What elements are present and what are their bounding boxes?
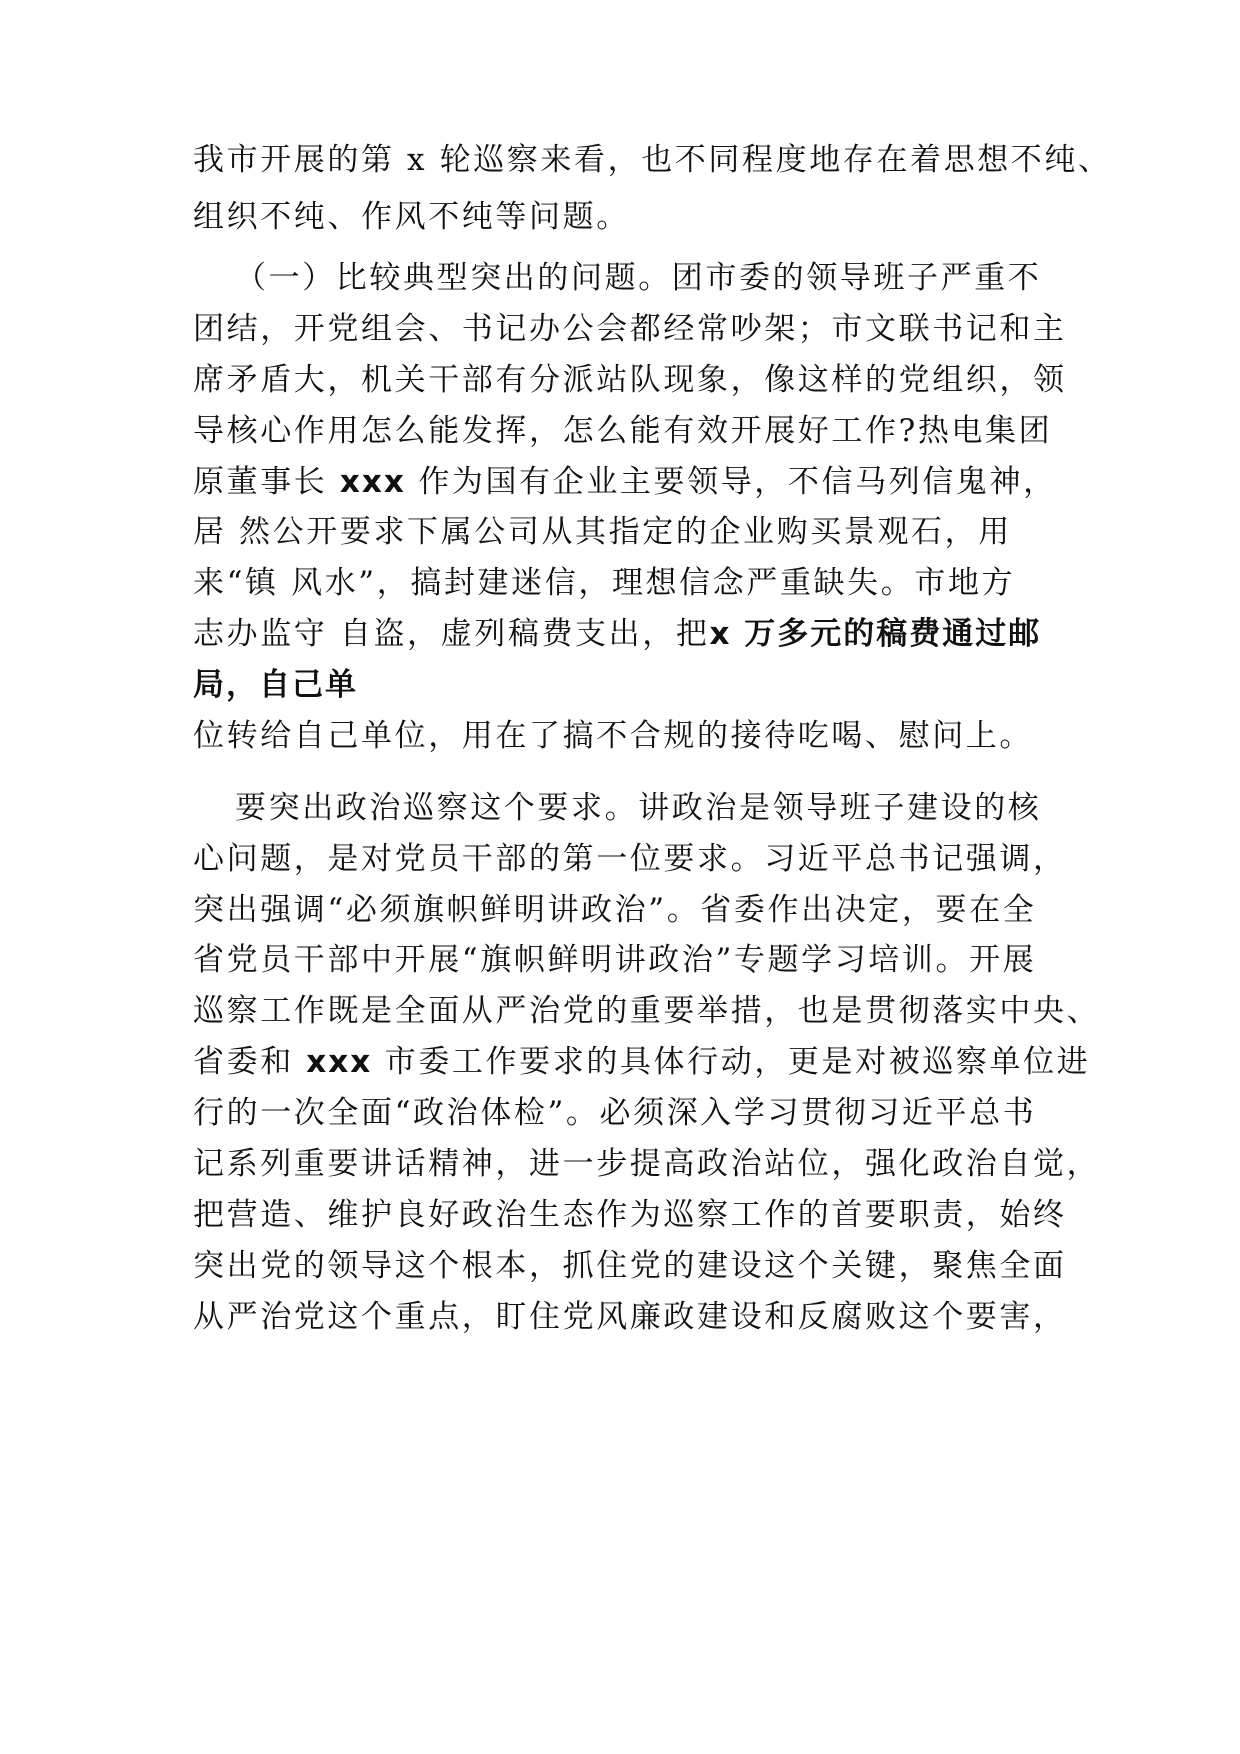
text-segment: 省委和 <box>193 1044 307 1080</box>
text-line: 从严治党这个重点，盯住党风廉政建设和反腐败这个要害， <box>193 1299 1067 1335</box>
bold-text: x 万多元的稿费通过邮 <box>709 616 1042 652</box>
bold-text: xxx <box>339 464 406 500</box>
text-line: 巡察工作既是全面从严治党的重要举措，也是贯彻落实中央、 <box>193 993 1101 1029</box>
text-line: 席矛盾大，机关干部有分派站队现象，像这样的党组织，领 <box>193 362 1067 398</box>
text-segment: 志办监守 自盗，虚列稿费支出，把 <box>193 616 710 652</box>
text-segment: 作为国有企业主要领导，不信马列信鬼神， <box>405 464 1057 500</box>
text-line: 居 然公开要求下属公司从其指定的企业购买景观石，用 <box>193 514 1012 550</box>
text-line <box>193 665 1053 705</box>
text-line <box>193 462 1057 502</box>
text-line: 突出强调“必须旗帜鲜明讲政治”。省委作出决定，要在全 <box>193 892 1037 928</box>
text-line: 位转给自己单位，用在了搞不合规的接待吃喝、慰问上。 <box>193 718 1033 754</box>
text-line: 把营造、维护良好政治生态作为巡察工作的首要职责，始终 <box>193 1197 1067 1233</box>
text-line: 团结，开党组会、书记办公会都经常吵架；市文联书记和主 <box>193 311 1067 347</box>
text-segment: 市委工作要求的具体行动，更是对被巡察单位进 <box>372 1044 1091 1080</box>
text-line: 突出党的领导这个根本，抓住党的建设这个关键，聚焦全面 <box>193 1248 1067 1284</box>
bold-text: 局，自己单 <box>193 667 358 703</box>
section-heading-line: （一）比较典型突出的问题。团市委的领导班子严重不 <box>235 260 1042 296</box>
text-segment: 原董事长 <box>193 464 340 500</box>
bold-text: xxx <box>306 1044 373 1080</box>
text-line: 行的一次全面“政治体检”。必须深入学习贯彻习近平总书 <box>193 1095 1037 1131</box>
text-line: 省党员干部中开展“旗帜鲜明讲政治”专题学习培训。开展 <box>193 942 1037 978</box>
text-line: 我市开展的第 x 轮巡察来看，也不同程度地存在着思想不纯、 <box>193 142 1112 178</box>
text-line: 来“镇 风水”，搞封建迷信，理想信念严重缺失。市地方 <box>193 565 1016 601</box>
text-line <box>193 1042 1091 1082</box>
paragraph-first-line: 要突出政治巡察这个要求。讲政治是领导班子建设的核 <box>235 790 1042 826</box>
text-line: 心问题，是对党员干部的第一位要求。习近平总书记强调， <box>193 841 1067 877</box>
text-line: 组织不纯、作风不纯等问题。 <box>193 199 630 235</box>
text-line <box>193 614 1053 654</box>
text-line: 记系列重要讲话精神，进一步提高政治站位，强化政治自觉， <box>193 1146 1101 1182</box>
text-line: 导核心作用怎么能发挥，怎么能有效开展好工作?热电集团 <box>193 413 1053 449</box>
